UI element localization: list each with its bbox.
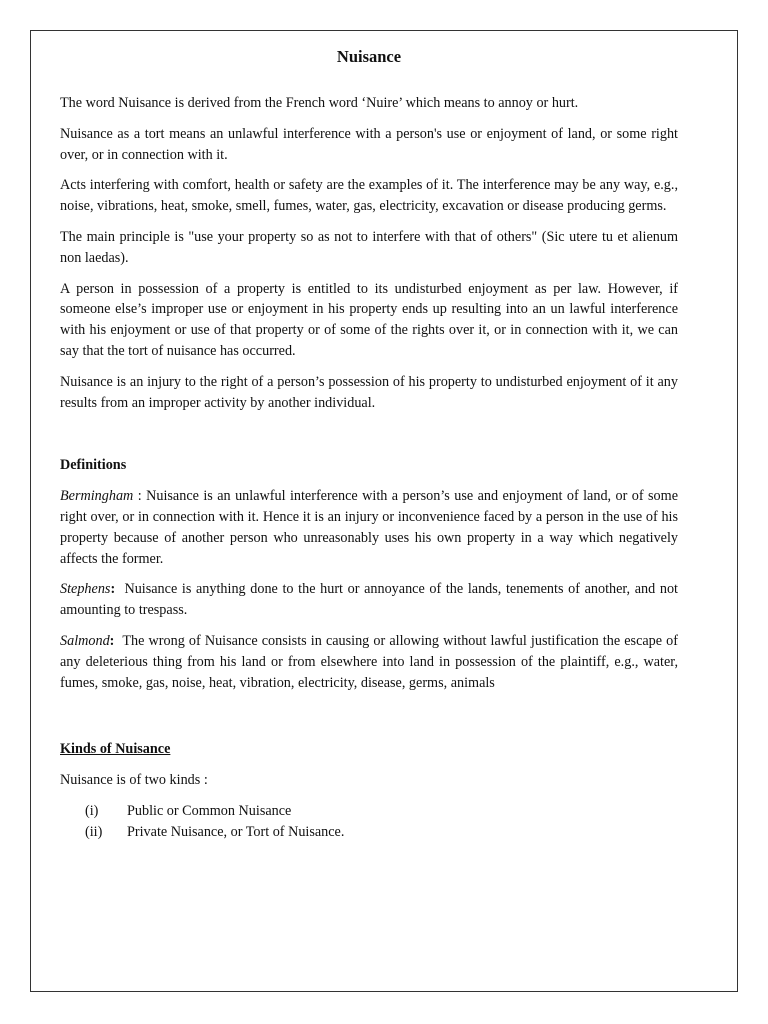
definition-separator: : xyxy=(133,488,147,505)
paragraph-injury: Nuisance is an injury to the right of a person’s possession of his property to undisturbed enjoyment of it any results from an improper activity by another individual. xyxy=(60,373,678,411)
kinds-list xyxy=(60,801,678,843)
definition-text: Nuisance is anything done to the hurt or annoyance of the lands, tenements of another, and not amounting to trespass. xyxy=(60,581,682,619)
definition-author: Salmond xyxy=(60,632,110,649)
paragraph-tort-meaning: Nuisance as a tort means an unlawful interference with a person's use or enjoyment of land, or some right over, or in connection with it. xyxy=(60,125,678,163)
paragraph-main-principle: The main principle is "use your property so as not to interfere with that of others" (Sic utere tu et alienum non laedas). xyxy=(60,228,678,266)
document-body xyxy=(60,45,682,843)
kinds-intro: Nuisance is of two kinds : xyxy=(60,772,208,789)
list-item-text: Public or Common Nuisance xyxy=(127,802,292,819)
list-item xyxy=(85,801,678,822)
paragraph-derivation: The word Nuisance is derived from the French word ‘Nuire’ which means to annoy or hurt. xyxy=(60,95,579,111)
definition-text: Nuisance is an unlawful interference with a person’s use and enjoyment of land, or of some right over, or in connection with it. Hence it is an injury or inconvenience faced by a person in the use of his property because of another person who unreasonably uses his own property in a way which negatively affects the former. xyxy=(60,488,678,567)
list-item-number: (i) xyxy=(85,802,99,819)
definition-author: Bermingham xyxy=(60,488,134,505)
section-spacer xyxy=(60,423,678,455)
list-item xyxy=(85,822,678,843)
list-item-text: Private Nuisance, or Tort of Nuisance. xyxy=(127,823,345,840)
kinds-heading: Kinds of Nuisance xyxy=(60,741,171,758)
definition-salmond xyxy=(60,631,682,693)
list-item-number: (ii) xyxy=(85,823,103,840)
paragraph-possession: A person in possession of a property is entitled to its undisturbed enjoyment as per law. However, if someone else’s improper use or enjoyment in his property ends up resulting into an un lawful interference with his enjoyment or use of that property or of some of the rights over it, or in connection with it, we can say that the tort of nuisance has occurred. xyxy=(60,280,678,359)
section-spacer xyxy=(60,703,678,739)
definition-author: Stephens xyxy=(60,581,111,598)
definition-separator: : xyxy=(110,581,116,598)
paragraph-examples: Acts interfering with comfort, health or safety are the examples of it. The interference may be any way, e.g., noise, vibrations, heat, smoke, smell, fumes, water, gas, electricity, excavation or disease producing germs. xyxy=(60,177,678,215)
page-title: Nuisance xyxy=(336,47,402,66)
definitions-heading: Definitions xyxy=(60,457,127,474)
definition-text: The wrong of Nuisance consists in causing or allowing without lawful justification the escape of any deleterious thing from his land or from elsewhere into land in possession of the plaintiff, e.g., water, fumes, smoke, gas, noise, heat, vibration, electricity, disease, germs, animals xyxy=(60,632,682,691)
definition-stephens xyxy=(60,579,682,621)
definition-separator: : xyxy=(109,632,115,649)
definition-bermingham xyxy=(60,486,678,569)
